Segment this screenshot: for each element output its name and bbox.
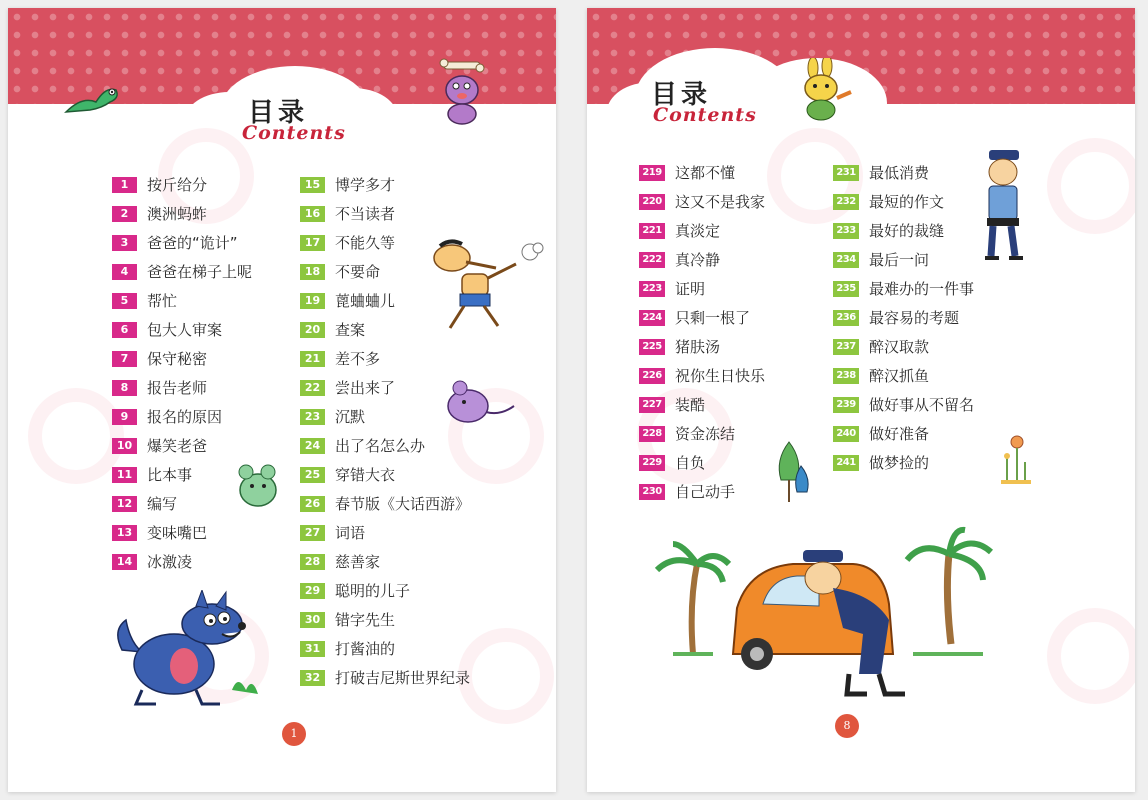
- chapter-number-badge: 241: [833, 455, 859, 471]
- watermark: [1047, 608, 1135, 704]
- chapter-number-badge: 7: [112, 351, 137, 367]
- chapter-number-badge: 3: [112, 235, 137, 251]
- toc-entry[interactable]: [833, 303, 974, 332]
- chapter-number-badge: 227: [639, 397, 665, 413]
- toc-entry[interactable]: [300, 344, 470, 373]
- chapter-number-badge: 23: [300, 409, 325, 425]
- chapter-title: 博学多才: [335, 176, 396, 194]
- chapter-title: 醉汉取款: [869, 338, 930, 356]
- chapter-number-badge: 220: [639, 194, 665, 210]
- chapter-title: 比本事: [147, 466, 193, 484]
- toc-entry[interactable]: [112, 315, 252, 344]
- toc-entry[interactable]: [639, 448, 765, 477]
- toc-entry[interactable]: [639, 332, 765, 361]
- toc-entry[interactable]: [300, 663, 470, 692]
- toc-entry[interactable]: [639, 274, 765, 303]
- chapter-title: 差不多: [335, 350, 381, 368]
- chapter-title: 醉汉抓鱼: [869, 367, 930, 385]
- toc-heading: 目录: [651, 80, 712, 110]
- policeman-icon: [975, 146, 1035, 262]
- toc-entry[interactable]: [639, 245, 765, 274]
- chapter-title: 只剩一根了: [675, 309, 751, 327]
- chapter-title: 最短的作文: [869, 193, 945, 211]
- chapter-title: 慈善家: [335, 553, 381, 571]
- dog-with-bone-icon: [434, 56, 486, 126]
- chapter-title: 错字先生: [335, 611, 396, 629]
- chapter-number-badge: 28: [300, 554, 325, 570]
- toc-entry[interactable]: [112, 402, 252, 431]
- chapter-title: 做好事从不留名: [869, 396, 975, 414]
- chapter-number-badge: 14: [112, 554, 137, 570]
- toc-entry[interactable]: [833, 216, 974, 245]
- chapter-number-badge: 24: [300, 438, 325, 454]
- chapter-number-badge: 230: [639, 484, 665, 500]
- toc-entry[interactable]: [639, 187, 765, 216]
- chapter-title: 最容易的考题: [869, 309, 960, 327]
- chapter-title: 澳洲蚂蚱: [147, 205, 208, 223]
- chapter-title: 按斤给分: [147, 176, 208, 194]
- chapter-number-badge: 237: [833, 339, 859, 355]
- chapter-number-badge: 25: [300, 467, 325, 483]
- toc-entry[interactable]: [300, 634, 470, 663]
- chapter-number-badge: 236: [833, 310, 859, 326]
- chapter-number-badge: 225: [639, 339, 665, 355]
- chapter-number-badge: 9: [112, 409, 137, 425]
- chapter-number-badge: 2: [112, 206, 137, 222]
- toc-entry[interactable]: [112, 286, 252, 315]
- toc-entry[interactable]: [112, 199, 252, 228]
- toc-entry[interactable]: [300, 460, 470, 489]
- blue-wolf-icon: [112, 590, 272, 710]
- chapter-title: 报名的原因: [147, 408, 223, 426]
- chapter-title: 打酱油的: [335, 640, 396, 658]
- chapter-title: 词语: [335, 524, 366, 542]
- chapter-title: 猪肤汤: [675, 338, 721, 356]
- chapter-title: 不当读者: [335, 205, 396, 223]
- chapter-number-badge: 6: [112, 322, 137, 338]
- toc-column-1: [112, 170, 252, 576]
- watermark: [1047, 138, 1135, 234]
- chapter-number-badge: 30: [300, 612, 325, 628]
- toc-entry[interactable]: [300, 170, 470, 199]
- toc-entry[interactable]: [639, 303, 765, 332]
- chapter-number-badge: 4: [112, 264, 137, 280]
- page-number: 1: [282, 722, 306, 746]
- lizard-icon: [62, 78, 122, 118]
- toc-entry[interactable]: [639, 390, 765, 419]
- chapter-number-badge: 31: [300, 641, 325, 657]
- chapter-number-badge: 233: [833, 223, 859, 239]
- chapter-title: 做梦捡的: [869, 454, 930, 472]
- chapter-number-badge: 221: [639, 223, 665, 239]
- chapter-number-badge: 235: [833, 281, 859, 297]
- page-number: 8: [835, 714, 859, 738]
- chapter-title: 保守秘密: [147, 350, 208, 368]
- chapter-number-badge: 222: [639, 252, 665, 268]
- chapter-number-badge: 8: [112, 380, 137, 396]
- chapter-number-badge: 10: [112, 438, 137, 454]
- chapter-number-badge: 229: [639, 455, 665, 471]
- running-man-icon: [426, 238, 546, 338]
- toc-entry[interactable]: [639, 216, 765, 245]
- chapter-title: 蓖蛐蛐儿: [335, 292, 396, 310]
- chapter-title: 最好的裁缝: [869, 222, 945, 240]
- left-page: [8, 8, 556, 792]
- chapter-number-badge: 231: [833, 165, 859, 181]
- chapter-title: 聪明的儿子: [335, 582, 411, 600]
- chapter-number-badge: 15: [300, 177, 325, 193]
- car-repair-icon: [653, 524, 1003, 704]
- chapter-title: 最低消费: [869, 164, 930, 182]
- toc-entry[interactable]: [112, 373, 252, 402]
- chapter-number-badge: 18: [300, 264, 325, 280]
- tree-icon: [771, 440, 811, 504]
- chapter-number-badge: 21: [300, 351, 325, 367]
- chapter-number-badge: 19: [300, 293, 325, 309]
- chapter-title: 最难办的一件事: [869, 280, 975, 298]
- toc-entry[interactable]: [833, 274, 974, 303]
- chapter-number-badge: 17: [300, 235, 325, 251]
- chapter-number-badge: 13: [112, 525, 137, 541]
- toc-heading: 目录: [248, 98, 309, 128]
- rabbit-icon: [793, 58, 853, 122]
- chapter-number-badge: 223: [639, 281, 665, 297]
- chapter-number-badge: 1: [112, 177, 137, 193]
- chapter-number-badge: 5: [112, 293, 137, 309]
- toc-entry[interactable]: [833, 361, 974, 390]
- chapter-title: 祝你生日快乐: [675, 367, 766, 385]
- chapter-title: 沉默: [335, 408, 366, 426]
- chapter-title: 报告老师: [147, 379, 208, 397]
- chapter-number-badge: 29: [300, 583, 325, 599]
- toc-entry[interactable]: [639, 158, 765, 187]
- toc-entry[interactable]: [639, 419, 765, 448]
- toc-entry[interactable]: [833, 390, 974, 419]
- chapter-title: 查案: [335, 321, 366, 339]
- chapter-title: 春节版《大话西游》: [335, 495, 471, 513]
- chapter-title: 这都不懂: [675, 164, 736, 182]
- toc-entry[interactable]: [112, 170, 252, 199]
- chapter-title: 打破吉尼斯世界纪录: [335, 669, 471, 687]
- chapter-title: 最后一问: [869, 251, 930, 269]
- chapter-title: 帮忙: [147, 292, 178, 310]
- chapter-title: 自负: [675, 454, 706, 472]
- chapter-number-badge: 239: [833, 397, 859, 413]
- toc-subheading: Contents: [242, 122, 346, 144]
- chapter-number-badge: 12: [112, 496, 137, 512]
- watermark: [458, 628, 554, 724]
- chapter-title: 穿错大衣: [335, 466, 396, 484]
- chapter-title: 爆笑老爸: [147, 437, 208, 455]
- toc-entry[interactable]: [300, 431, 470, 460]
- chapter-number-badge: 224: [639, 310, 665, 326]
- toc-entry[interactable]: [112, 344, 252, 373]
- mouse-icon: [232, 458, 286, 510]
- chapter-number-badge: 226: [639, 368, 665, 384]
- chapter-title: 尝出来了: [335, 379, 396, 397]
- toc-entry[interactable]: [112, 489, 252, 518]
- toc-entry[interactable]: [112, 228, 252, 257]
- toc-entry[interactable]: [300, 489, 470, 518]
- chapter-title: 不要命: [335, 263, 381, 281]
- chapter-title: 爸爸的“诡计”: [147, 234, 238, 252]
- watermark: [28, 388, 124, 484]
- flower-icon: [995, 432, 1035, 488]
- toc-entry[interactable]: [112, 460, 252, 489]
- toc-entry[interactable]: [833, 448, 974, 477]
- toc-column-1: [639, 158, 765, 506]
- chapter-number-badge: 238: [833, 368, 859, 384]
- toc-entry[interactable]: [300, 199, 470, 228]
- chapter-number-badge: 20: [300, 322, 325, 338]
- chapter-title: 这又不是我家: [675, 193, 766, 211]
- toc-entry[interactable]: [833, 245, 974, 274]
- chapter-title: 变味嘴巴: [147, 524, 208, 542]
- toc-entry[interactable]: [112, 547, 252, 576]
- toc-entry[interactable]: [112, 257, 252, 286]
- toc-entry[interactable]: [300, 518, 470, 547]
- toc-entry[interactable]: [833, 187, 974, 216]
- toc-entry[interactable]: [833, 419, 974, 448]
- toc-subheading: Contents: [653, 104, 757, 126]
- right-page: [587, 8, 1135, 792]
- toc-entry[interactable]: [300, 576, 470, 605]
- chapter-number-badge: 11: [112, 467, 137, 483]
- purple-mouse-icon: [442, 376, 518, 430]
- chapter-number-badge: 32: [300, 670, 325, 686]
- chapter-number-badge: 26: [300, 496, 325, 512]
- toc-entry[interactable]: [833, 332, 974, 361]
- chapter-number-badge: 232: [833, 194, 859, 210]
- toc-entry[interactable]: [112, 431, 252, 460]
- chapter-title: 出了名怎么办: [335, 437, 426, 455]
- chapter-title: 装酷: [675, 396, 706, 414]
- chapter-number-badge: 27: [300, 525, 325, 541]
- chapter-number-badge: 228: [639, 426, 665, 442]
- chapter-title: 爸爸在梯子上呢: [147, 263, 253, 281]
- chapter-number-badge: 240: [833, 426, 859, 442]
- chapter-title: 自己动手: [675, 483, 736, 501]
- toc-entry[interactable]: [112, 518, 252, 547]
- chapter-number-badge: 22: [300, 380, 325, 396]
- toc-entry[interactable]: [639, 477, 765, 506]
- toc-entry[interactable]: [300, 605, 470, 634]
- chapter-title: 真冷静: [675, 251, 721, 269]
- chapter-title: 编写: [147, 495, 178, 513]
- chapter-title: 做好准备: [869, 425, 930, 443]
- toc-entry[interactable]: [639, 361, 765, 390]
- chapter-title: 冰激凌: [147, 553, 193, 571]
- chapter-number-badge: 219: [639, 165, 665, 181]
- chapter-number-badge: 234: [833, 252, 859, 268]
- chapter-title: 资金冻结: [675, 425, 736, 443]
- chapter-number-badge: 16: [300, 206, 325, 222]
- chapter-title: 真淡定: [675, 222, 721, 240]
- toc-entry[interactable]: [833, 158, 974, 187]
- toc-entry[interactable]: [300, 547, 470, 576]
- chapter-title: 证明: [675, 280, 706, 298]
- toc-column-2: [833, 158, 974, 477]
- chapter-title: 不能久等: [335, 234, 396, 252]
- chapter-title: 包大人审案: [147, 321, 223, 339]
